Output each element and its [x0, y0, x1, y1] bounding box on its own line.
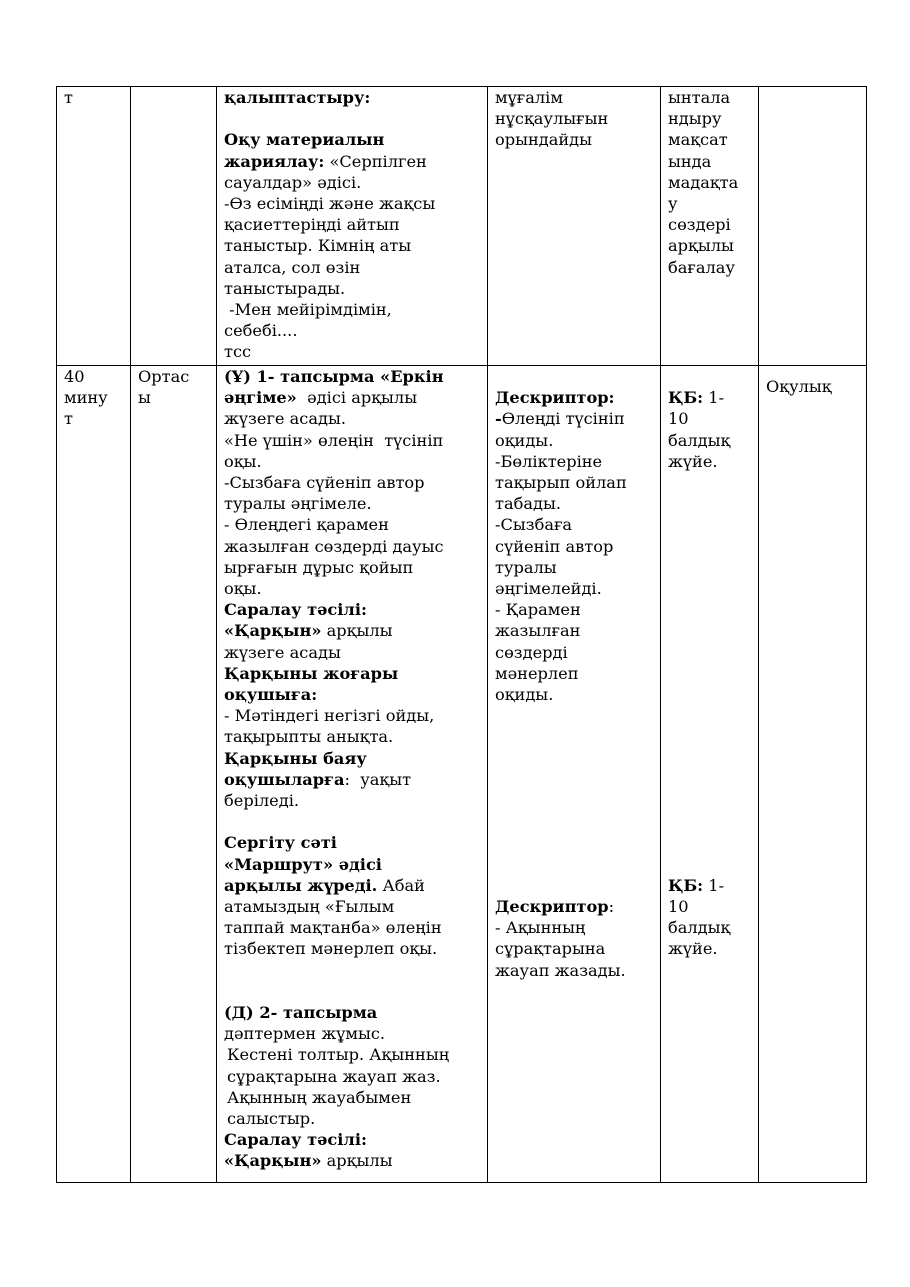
resources-cell: Оқулық: [759, 366, 867, 1183]
table-row: [57, 366, 867, 1183]
assessment-cell: ҚБ: 1- 10 балдық жүйе. ҚБ: 1- 10 балдық жүйе.: [661, 366, 759, 1183]
time-cell: т: [57, 87, 131, 366]
stage-cell: Ортас ы: [131, 366, 217, 1183]
lesson-plan-table: [56, 86, 867, 1183]
assessment-cell: ынтала ндыру мақсат ында мадақта у сөздері арқылы бағалау: [661, 87, 759, 366]
student-activity-cell: мұғалім нұсқаулығын орындайды: [488, 87, 661, 366]
resources-cell: [759, 87, 867, 366]
time-cell: 40 мину т: [57, 366, 131, 1183]
student-activity-cell: Дескриптор: -Өлеңді түсініп оқиды. -Бөліктеріне тақырып ойлап табады. -Сызбаға сүйеніп автор туралы әңгімелейді. - Қарамен жазылған сөздерді мәнерлеп оқиды. Дескриптор: - Ақынның сұрақтарына жауап жазады.: [488, 366, 661, 1183]
table-row: [57, 87, 867, 366]
teacher-activity-cell: қалыптастыру: Оқу материалын жариялау: «Серпілген сауалдар» әдісі. -Өз есіміңді және жақсы қасиеттеріңді айтып таныстыр. Кімнің аты аталса, сол өзін таныстырады. -Мен мейірімдімін, себебі.... тсс: [217, 87, 488, 366]
stage-cell: [131, 87, 217, 366]
teacher-activity-cell: (Ұ) 1- тапсырма «Еркін әңгіме» әдісі арқылы жүзеге асады. «Не үшін» өлеңін түсініп оқы. -Сызбаға сүйеніп автор туралы әңгімеле. - Өлеңдегі қарамен жазылған сөздерді дауыс ырғағын дұрыс қойып оқы. Саралау тәсілі: «Қарқын» арқылы жүзеге асады Қарқыны жоғары оқушыға: - Мәтіндегі негізгі ойды, тақырыпты анықта. Қарқыны баяу оқушыларға: уақыт беріледі. Сергіту сәті «Маршрут» әдісі арқылы жүреді. Абай атамыздың «Ғылым таппай мақтанба» өлеңін тізбектеп мәнерлеп оқы. (Д) 2- тапсырма дәптермен жұмыс. Кестені толтыр. Ақынның сұрақтарына жауап жаз. Ақынның жауабымен салыстыр. Саралау тәсілі: «Қарқын» арқылы: [217, 366, 488, 1183]
